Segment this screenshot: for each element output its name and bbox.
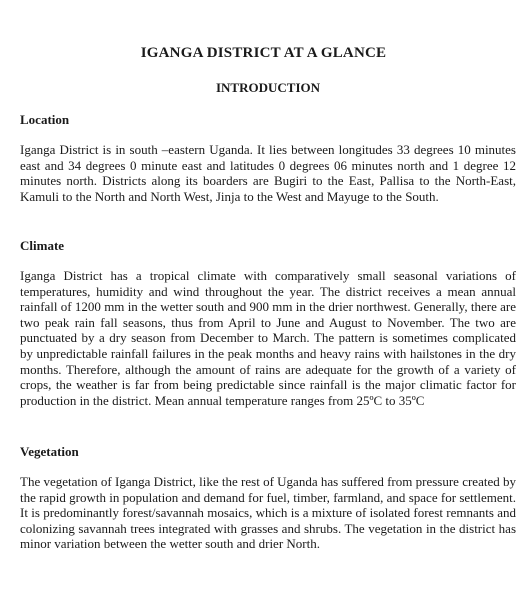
section-heading-location: Location bbox=[20, 112, 70, 127]
section-heading-vegetation: Vegetation bbox=[20, 444, 79, 459]
page-subtitle: INTRODUCTION bbox=[215, 80, 320, 95]
section-body-climate: Iganga District has a tropical climate with comparatively small seasonal variations of temperatures, humidity and wind throughout the year. The district receives a mean annual rainfall of 1200 mm in the wetter south and 900 mm in the drier northwest. Generally, there are two peak rain fall seasons, thus from April to June and August to November. The two are punctuated by a dry season from December to March. The pattern is sometimes complicated by unpredictable rainfall failures in the peak months and heavy rains with hailstones in the dry months. Therefore, although the amount of rains are adequate for the growth of a variety of crops, the weather is far from being predictable since rainfall is the major climatic factor for production in the district. Mean annual temperature ranges from 25ºC to 35ºC bbox=[20, 268, 516, 408]
page-title: IGANGA DISTRICT AT A GLANCE bbox=[140, 45, 387, 61]
section-body-vegetation: The vegetation of Iganga District, like the rest of Uganda has suffered from pressure created by the rapid growth in population and demand for fuel, timber, farmland, and space for settlement. It is predominantly forest/savannah mosaics, which is a mixture of isolated forest remnants and colonizing savannah trees integrated with grasses and shrubs. The vegetation in the district has minor variation between the wetter south and drier North. bbox=[20, 474, 516, 552]
section-heading-climate: Climate bbox=[20, 238, 65, 253]
section-body-location: Iganga District is in south –eastern Uganda. It lies between longitudes 33 degrees 10 minutes east and 34 degrees 0 minute east and latitudes 0 degrees 06 minutes north and 1 degree 12 minutes north. Districts along its boarders are Bugiri to the East, Pallisa to the North-East, Kamuli to the North and North West, Jinja to the West and Mayuge to the South. bbox=[20, 142, 516, 204]
